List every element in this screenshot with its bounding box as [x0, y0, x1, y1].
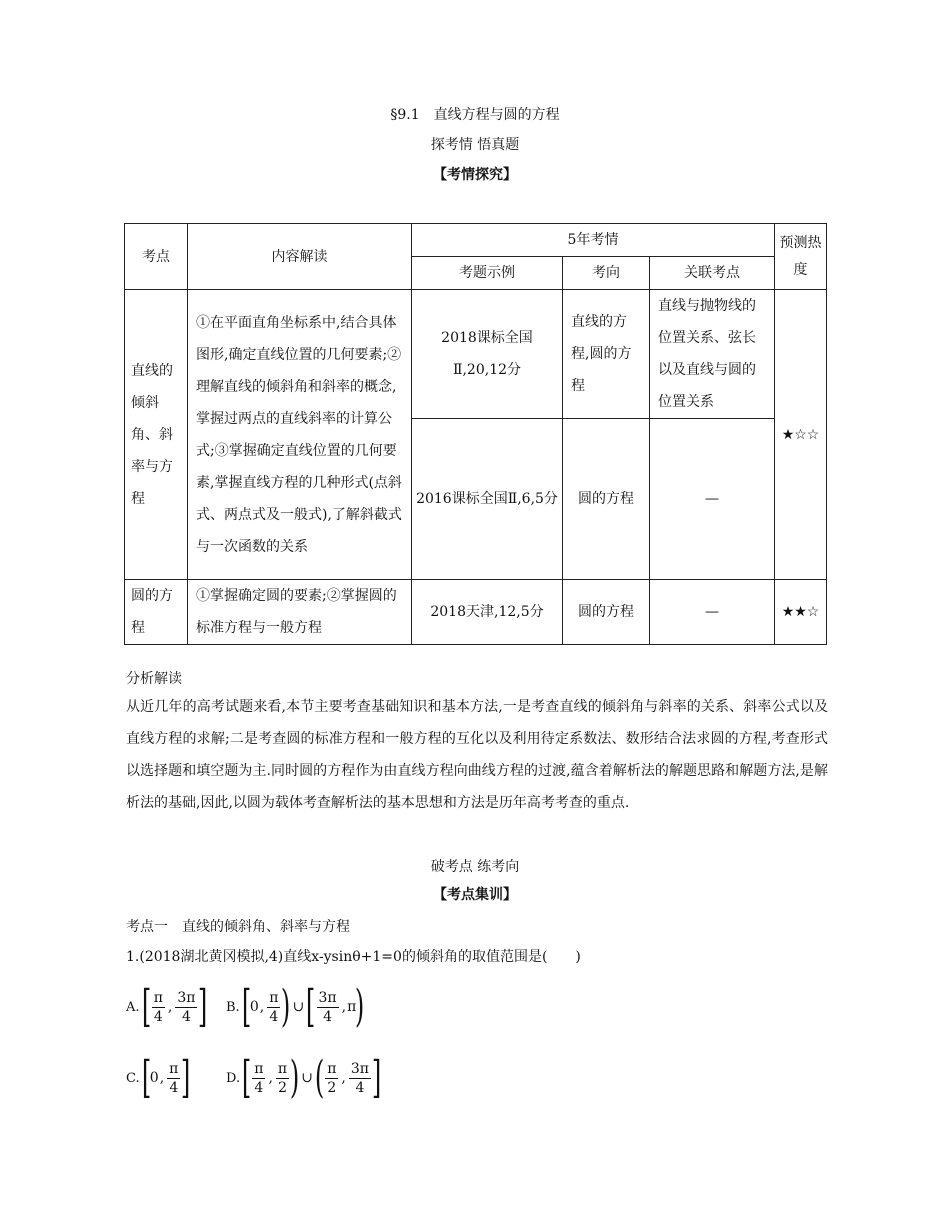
zero: 0: [149, 1070, 159, 1086]
zero: 0: [249, 999, 259, 1015]
row1a-example: 2018课标全国Ⅱ,20,12分: [412, 290, 563, 419]
pi: π: [347, 999, 357, 1015]
bracket: ]: [198, 981, 208, 1032]
option-b-label: B.: [226, 999, 240, 1015]
analysis-heading: 分析解读: [126, 671, 182, 687]
exam-analysis-table: [124, 223, 827, 645]
fraction: $\frac{3\pi}{4}$: [318, 989, 337, 1025]
fraction: $\frac{\pi}{2}$: [277, 1060, 288, 1096]
option-b[interactable]: B. [ 0 , $\frac{\pi}{4}$ ) ∪ [ $\frac{3\pi}{4}$ , π ): [226, 981, 365, 1032]
question-1: 1.(2018湖北黄冈模拟,4)直线x-ysinθ+1=0的倾斜角的取值范围是( ): [126, 949, 581, 965]
option-c[interactable]: C. [ 0 , $\frac{\pi}{4}$ ]: [126, 1052, 191, 1103]
header-five-year: 5年考情: [412, 224, 775, 257]
bracket: ): [281, 981, 291, 1032]
header-neirong: 内容解读: [188, 224, 412, 290]
row1a-direction: 直线的方程,圆的方程: [563, 290, 650, 419]
header-direction: 考向: [563, 257, 650, 290]
row1-neirong: ①在平面直角坐标系中,结合具体图形,确定直线位置的几何要素;②理解直线的倾斜角和斜率的概念,掌握过两点的直线斜率的计算公式;③掌握确定直线位置的几何要素,掌握直线方程的几种形式(点斜式、两点式及一般式),了解斜截式与一次函数的关系: [188, 290, 412, 580]
bracket: [: [306, 981, 316, 1032]
option-a[interactable]: A. [ $\frac{\pi}{4}$ , $\frac{3\pi}{4}$ ]: [126, 981, 208, 1032]
bracket: [: [241, 981, 251, 1032]
option-a-label: A.: [126, 999, 140, 1015]
fraction: $\frac{\pi}{4}$: [169, 1060, 179, 1096]
header-example: 考题示例: [412, 257, 563, 290]
fraction: $\frac{\pi}{4}$: [153, 989, 163, 1025]
section-title: §9.1 直线方程与圆的方程: [390, 107, 560, 123]
row2-forecast: ★★☆: [775, 580, 827, 645]
fraction: $\frac{3\pi}{4}$: [177, 989, 196, 1025]
fraction: $\frac{\pi}{4}$: [269, 989, 279, 1025]
bracket: ]: [181, 1052, 191, 1103]
row1-kaodian: 直线的倾斜角、斜率与方程: [125, 290, 188, 580]
bracket: ): [355, 981, 365, 1032]
header-kaodian: 考点: [125, 224, 188, 290]
bracket: (: [314, 1052, 325, 1103]
row2-neirong: ①掌握确定圆的要素;②掌握圆的标准方程与一般方程: [188, 580, 412, 645]
analysis-body: 从近几年的高考试题来看,本节主要考查基础知识和基本方法,一是考查直线的倾斜角与斜率的关系、斜率公式以及直线方程的求解;二是考查圆的标准方程和一般方程的互化以及利用待定系数法、数形结合法求圆的方程,考查形式以选择题和填空题为主.同时圆的方程作为由直线方程向曲线方程的过渡,蕴含着解析法的解题思路和解题方法,是解析法的基础,因此,以圆为载体考查解析法的基本思想和方法是历年高考考查的重点.: [126, 699, 828, 811]
row1b-example: 2016课标全国Ⅱ,6,5分: [412, 419, 563, 580]
option-c-label: C.: [126, 1070, 140, 1086]
union-symbol: ∪: [292, 999, 305, 1015]
header-related: 关联考点: [650, 257, 775, 290]
section2-title: 破考点 练考向: [430, 859, 520, 875]
union-symbol: ∪: [301, 1070, 314, 1086]
bracket-title: 【考情探究】: [433, 167, 517, 183]
row2-direction: 圆的方程: [563, 580, 650, 645]
row2-related: —: [650, 580, 775, 645]
row1-forecast: ★☆☆: [775, 290, 827, 580]
row2-kaodian: 圆的方程: [125, 580, 188, 645]
bracket: ): [289, 1052, 300, 1103]
row2-example: 2018天津,12,5分: [412, 580, 563, 645]
row1a-related: 直线与抛物线的位置关系、弦长以及直线与圆的位置关系: [650, 290, 775, 419]
fraction: $\frac{\pi}{4}$: [254, 1060, 264, 1096]
bracket: ]: [371, 1052, 382, 1103]
bracket: [: [141, 981, 151, 1032]
subtitle: 探考情 悟真题: [430, 137, 520, 153]
row1b-direction: 圆的方程: [563, 419, 650, 580]
bracket: [: [241, 1052, 252, 1103]
option-d[interactable]: D. [ $\frac{\pi}{4}$ , $\frac{\pi}{2}$ ) ∪ ( $\frac{\pi}{2}$ , $\frac{3\pi}{4}$ ]: [226, 1052, 382, 1103]
header-forecast: 预测热度: [775, 224, 827, 290]
fraction: $\frac{3\pi}{4}$: [350, 1060, 369, 1096]
row1b-related: —: [650, 419, 775, 580]
section2-bracket-title: 【考点集训】: [433, 887, 517, 903]
option-d-label: D.: [226, 1070, 241, 1086]
fraction: $\frac{\pi}{2}$: [327, 1060, 337, 1096]
kaodian-title: 考点一 直线的倾斜角、斜率与方程: [126, 919, 350, 935]
bracket: [: [141, 1052, 151, 1103]
